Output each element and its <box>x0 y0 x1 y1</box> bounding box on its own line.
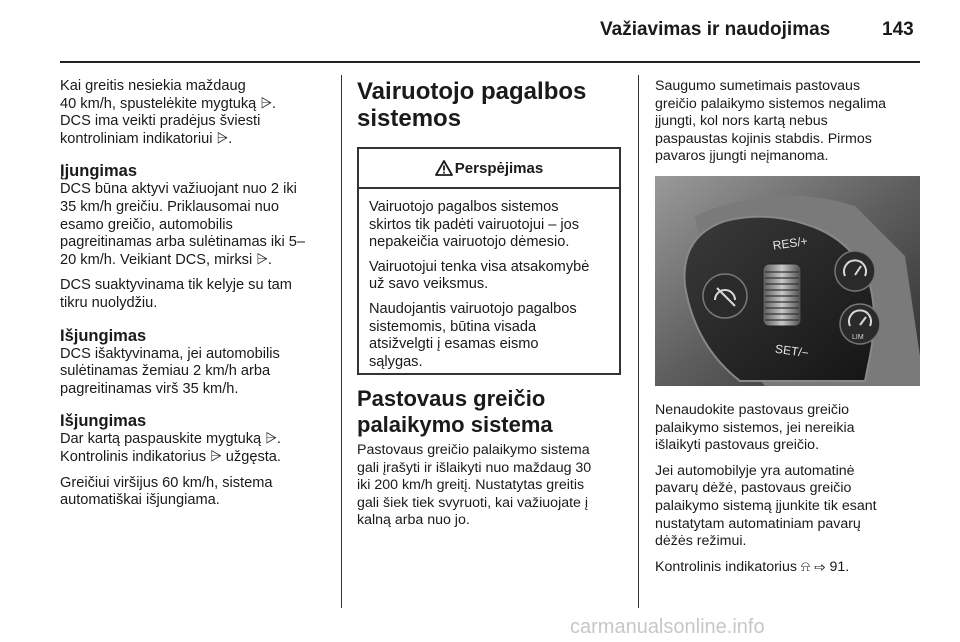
warning-body <box>359 189 619 371</box>
warning-paragraph-3: Naudojantis vairuotojo pagalbos sistemomis, būtina visada atsižvelgti į esamas eismo sąlygas. <box>369 300 577 370</box>
steering-wheel-controls-image <box>655 176 920 386</box>
note-paragraph-3: Kontrolinis indikatorius ⍾ ⇨ 91. <box>655 558 850 575</box>
res-set-roller <box>763 264 801 326</box>
section-title-vairuotojo-pagalbos: Vairuotojo pagalbos sistemos <box>357 78 587 132</box>
cruise-notes <box>655 402 925 584</box>
section-heading-isjungimas-2: Išjungimas <box>60 412 147 431</box>
ijungimas-paragraph-2: DCS suaktyvinama tik kelyje su tam tikru nuolydžiu. <box>60 277 292 311</box>
warning-header <box>359 149 619 189</box>
note-paragraph-2: Jei automobilyje yra automatinė pavarų dėžė, pastovaus greičio palaikymo sistemą įjunkite tik esant nustatytam automatiniam pavarų dėžės režimui. <box>655 462 877 550</box>
intro-paragraph: Kai greitis nesiekia maždaug 40 km/h, spustelėkite mygtuką ⩥. DCS ima veikti pradėjus šviesti kontroliniam indikatoriui ⩥. <box>60 78 277 147</box>
header-rule <box>60 61 920 63</box>
section-title-pastovaus-greicio: Pastovaus greičio palaikymo sistema <box>357 386 553 437</box>
cruise-on-button-graphic <box>835 251 875 291</box>
warning-paragraph-1: Vairuotojo pagalbos sistemos skirtos tik padėti vairuotojui – jos nepakeičia vairuotojo dėmesio. <box>369 199 580 251</box>
column-divider-1 <box>341 75 342 608</box>
ijungimas-paragraph-1: DCS būna aktyvi važiuojant nuo 2 iki 35 km/h greičiu. Priklausomai nuo esamo greičio, automobilis pagreitinamas arba sulėtinamas iki 5– 20 km/h. Veikiant DCS, mirksi ⩥. <box>60 181 305 268</box>
warning-box <box>357 147 621 375</box>
warning-paragraph-2: Vairuotojui tenka visa atsakomybė už savo veiksmus. <box>369 258 590 293</box>
set-label: SET/− <box>774 341 810 361</box>
column-divider-2 <box>638 75 639 608</box>
warning-title: Perspėjimas <box>454 159 544 177</box>
page-header-title: Važiavimas ir naudojimas <box>600 19 831 40</box>
isjungimas-paragraph-1: DCS išaktyvinama, jei automobilis sulėtinamas žemiau 2 km/h arba pagreitinamas virš 35 km/h. <box>60 345 280 397</box>
isjungimas2-paragraph-2: Greičiui viršijus 60 km/h, sistema automatiškai išjungiama. <box>60 474 273 509</box>
note-paragraph-1: Nenaudokite pastovaus greičio palaikymo sistemos, jei nereikia išlaikyti pastovaus greičio. <box>655 402 855 454</box>
cruise-intro-paragraph: Pastovaus greičio palaikymo sistema gali įrašyti ir išlaikyti nuo maždaug 30 iki 200 km/h greitį. Nustatytas greitis gali šiek tiek svyruoti, kai važiuojate į kalną arba nuo jo. <box>357 442 592 529</box>
lim-label: LIM <box>852 334 864 341</box>
warning-triangle-icon <box>435 160 453 176</box>
isjungimas2-paragraph-1: Dar kartą paspauskite mygtuką ⩥. Kontrolinis indikatorius ⩥ užgęsta. <box>60 431 281 465</box>
safety-paragraph: Saugumo sumetimais pastovaus greičio palaikymo sistemos negalima įjungti, kol nors kartą nebus paspaustas kojinis stabdis. Pirmos pavaros įjungti neįmanoma. <box>655 78 887 165</box>
column-1 <box>60 78 335 518</box>
page-number: 143 <box>882 19 914 40</box>
section-heading-ijungimas: Įjungimas <box>60 162 138 181</box>
watermark: carmanualsonline.info <box>570 616 765 638</box>
section-heading-isjungimas-1: Išjungimas <box>60 326 147 345</box>
res-label: RES/+ <box>771 233 809 253</box>
